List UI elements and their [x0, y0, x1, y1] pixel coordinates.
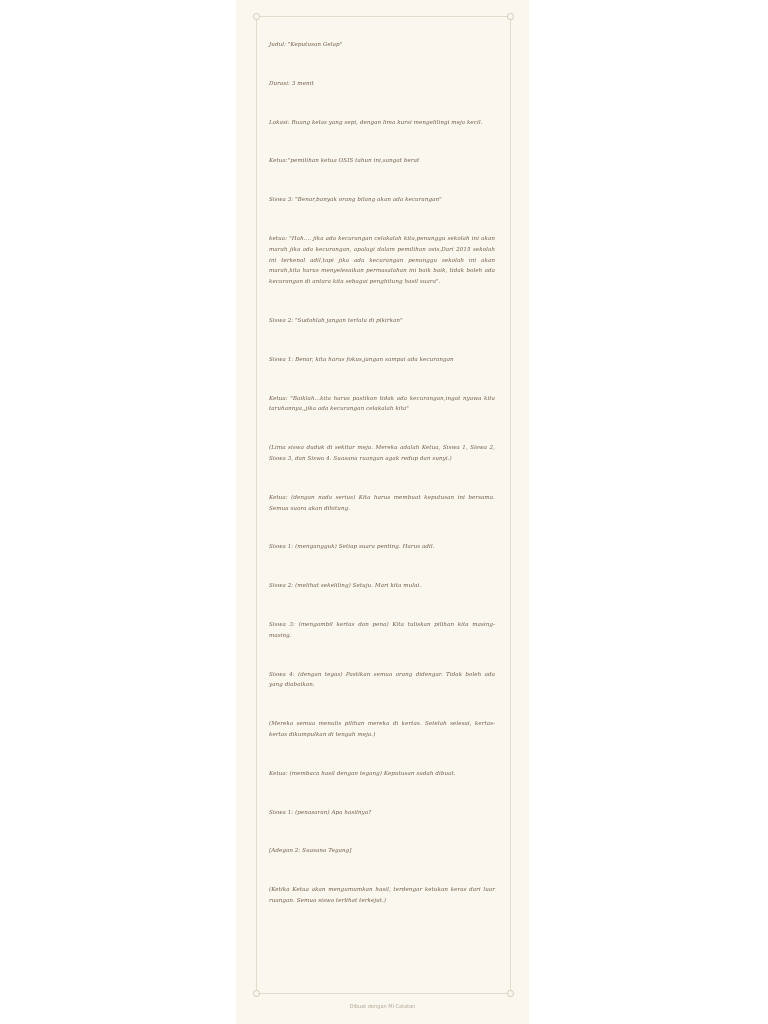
dialogue-line: Siswa 2: (melihat sekeliling) Setuju. Mari kita mulai. [269, 583, 422, 590]
stage-direction: (Lima siswa duduk di sekitar meja. Mereka adalah Ketua, Siswa 1, Siswa 2, Siswa 3, dan Siswa 4. Suasana ruangan agak redup dan sunyi.) [269, 445, 495, 462]
dialogue-line: Siswa 1: (penasaran) Apa hasilnya? [269, 809, 372, 816]
document-page [236, 0, 529, 1024]
dialogue-line: Ketua: (dengan nada serius) Kita harus membuat keputusan ini bersama. Semua suara akan dihitung. [269, 494, 495, 512]
corner-ornament-icon [507, 990, 514, 997]
script-body [269, 40, 495, 935]
script-title: Judul: "Keputusan Gelap" [269, 42, 343, 48]
script-duration: Durasi: 3 menit [269, 80, 314, 87]
stage-direction: (Mereka semua menulis pilihan mereka di kertas. Setelah selesai, kertas-kertas dikumpulkan di tengah meja.) [269, 721, 495, 738]
page-footer: Dibuat dengan Mi Catatan [349, 1004, 416, 1010]
dialogue-line: Ketua: "Baiklah...kita harus pastikan tidak ada kecurangan,ingat nyawa kita taruhannya,,jika ada kecurangan celakalah kita" [269, 395, 495, 413]
dialogue-line: Siswa 3: (mengambil kertas dan pena) Kita tuliskan pilihan kita masing-masing. [269, 621, 495, 639]
corner-ornament-icon [507, 13, 514, 20]
dialogue-line: Ketua:"pemilihan ketua OSIS tahun ini,sangat berat [269, 158, 420, 165]
script-location: Lokasi: Ruang kelas yang sepi, dengan lima kursi mengelilingi meja kecil. [269, 119, 483, 126]
corner-ornament-icon [253, 990, 260, 997]
dialogue-line: Ketua: (membaca hasil dengan tegang) Keputusan sudah dibuat. [269, 770, 456, 777]
dialogue-line: Siswa 1: (mengangguk) Setiap suara penting. Harus adil. [269, 544, 435, 551]
dialogue-line: Siswa 3: "Benar,banyak orang bilang akan ada kecurangan" [269, 197, 442, 204]
dialogue-line: Siswa 1: Benar, kita harus fokus,jangan sampai ada kecurangan [269, 356, 454, 363]
corner-ornament-icon [253, 13, 260, 20]
scene-heading: [Adegan 2: Suasana Tegang] [269, 848, 352, 855]
dialogue-line: Siswa 2: "Sudahlah jangan terlalu di pikirkan" [269, 317, 403, 324]
dialogue-line: Siswa 4: (dengan tegas) Pastikan semua orang didengar. Tidak boleh ada yang diabaikan. [269, 671, 495, 689]
dialogue-line: ketua: "Hah.... jika ada kecurangan celakalah kita,penunggu sekolah ini akan marah jika ada kecurangan, apalagi dalam pemilihan osis,Dari 2015 sekolah ini terkenal adil,tapi jika ada kecurangan penunggu sekolah ini akan marah,kita harus menyelesaikan permasalahan ini baik baik, tidak boleh ada kecurangan di antara kita sebagai penghitung hasil suara". [269, 235, 495, 286]
stage-direction: (Ketika Ketua akan mengumumkan hasil, terdengar ketukan keras dari luar ruangan. Semua siswa terlihat terkejut.) [269, 887, 495, 904]
